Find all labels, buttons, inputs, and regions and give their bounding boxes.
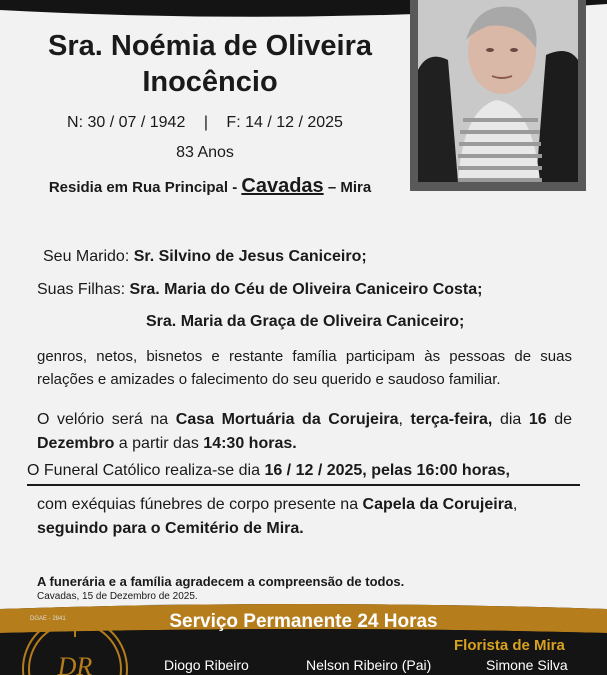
wake-text-4: de xyxy=(546,411,573,428)
wake-paragraph xyxy=(37,408,572,456)
daughter-2-name: Sra. Maria da Graça de Oliveira Caniceiro; xyxy=(146,313,465,330)
residence-place: Cavadas xyxy=(241,175,324,197)
wake-time: 14:30 horas. xyxy=(203,435,297,452)
logo-text: DR xyxy=(57,652,93,675)
portrait-photo xyxy=(418,0,578,182)
daughters-label: Suas Filhas: xyxy=(37,281,130,298)
exequies-paragraph xyxy=(37,493,572,541)
husband-label: Seu Marido: xyxy=(43,248,134,265)
contact-name: Diogo Ribeiro xyxy=(164,657,249,673)
husband-name: Sr. Silvino de Jesus Caniceiro; xyxy=(133,248,367,265)
florist-name: Florista de Mira xyxy=(454,637,565,654)
portrait-frame xyxy=(410,0,586,191)
announcement-paragraph: genros, netos, bisnetos e restante família participam às pessoas de suas relações e amizades o falecimento do seu querido e saudoso familiar. xyxy=(37,348,572,388)
residence-suffix: – Mira xyxy=(323,179,372,196)
residence xyxy=(0,175,420,198)
exequies-text: com exéquias fúnebres de corpo presente na xyxy=(37,496,363,513)
wake-weekday: terça-feira, xyxy=(410,411,493,428)
date-separator: | xyxy=(203,114,208,131)
wake-day: 16 xyxy=(528,411,547,428)
exequies-comma: , xyxy=(512,496,518,513)
cemetery-destination: seguindo para o Cemitério de Mira. xyxy=(37,520,304,537)
thanks-note: A funerária e a família agradecem a compreensão de todos. xyxy=(37,574,405,589)
daughter-1-name: Sra. Maria do Céu de Oliveira Caniceiro Costa; xyxy=(129,281,483,298)
funeral-text: O Funeral Católico realiza-se dia xyxy=(27,462,265,479)
funeral-line xyxy=(27,462,510,480)
wake-text-2: , xyxy=(398,411,411,428)
name-line-1: Sra. Noémia de Oliveira xyxy=(48,30,372,62)
wake-location: Casa Mortuária da Corujeira xyxy=(175,411,399,428)
daughters-line xyxy=(37,281,482,299)
contact-name: Nelson Ribeiro (Pai) xyxy=(306,657,432,673)
wake-month: Dezembro xyxy=(37,435,115,452)
name-line-2: Inocêncio xyxy=(142,66,278,98)
age: 83 Anos xyxy=(176,144,234,161)
chapel-name: Capela da Corujeira xyxy=(362,496,513,513)
wake-text-1: O velório será na xyxy=(37,411,176,428)
death-date: F: 14 / 12 / 2025 xyxy=(226,114,343,131)
husband-line xyxy=(43,248,367,266)
birth-date: N: 30 / 07 / 1942 xyxy=(67,114,186,131)
daughter-2-line xyxy=(146,313,464,331)
wake-text-3: dia xyxy=(492,411,529,428)
residence-prefix: Residia em Rua Principal - xyxy=(48,179,242,196)
funeral-datetime: 16 / 12 / 2025, pelas 16:00 horas, xyxy=(264,462,510,479)
funeral-underline xyxy=(27,484,580,486)
service-banner-text: Serviço Permanente 24 Horas xyxy=(169,611,438,632)
wake-text-5: a partir das xyxy=(114,435,204,452)
deceased-name xyxy=(0,28,420,100)
dgae-code: DGAE - 2841 xyxy=(30,616,66,622)
contact-name: Simone Silva xyxy=(486,657,568,673)
place-date: Cavadas, 15 de Dezembro de 2025. xyxy=(37,591,198,602)
dates-line xyxy=(0,114,410,132)
